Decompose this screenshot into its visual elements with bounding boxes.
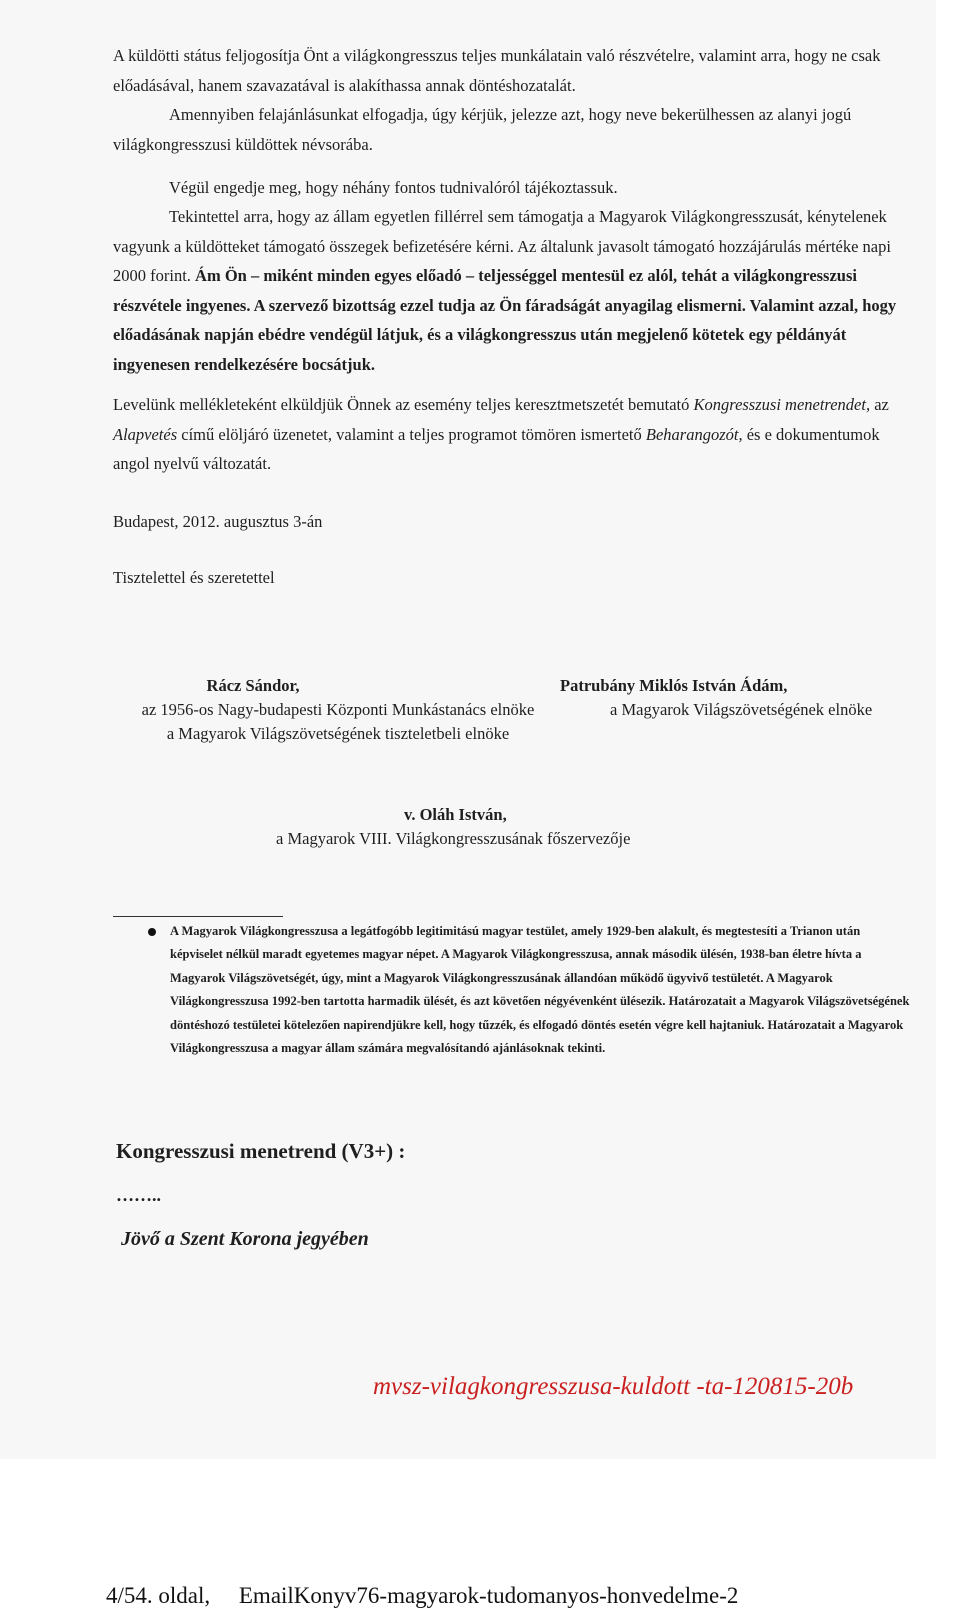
paragraph-funding xyxy=(113,202,903,379)
signature-center xyxy=(276,803,696,851)
signature-left-title-1: az 1956-os Nagy-budapesti Központi Munkástanács elnöke xyxy=(141,700,535,719)
letter-date: Budapest, 2012. augusztus 3-án xyxy=(113,512,323,531)
document-id-stamp: mvsz-vilagkongresszusa-kuldott -ta-120815-20b xyxy=(373,1373,854,1400)
paragraph-information: Végül engedje meg, hogy néhány fontos tudnivalóról tájékoztassuk. xyxy=(169,178,618,197)
program-heading: Kongresszusi menetrend (V3+) : xyxy=(116,1139,406,1163)
attachment-beharangozo: Beharangozót, xyxy=(645,424,743,444)
footnote: A Magyarok Világkongresszusa a legátfogóbb legitimitású magyar testület, amely 1929-ben alakult, és megtestesíti a Trianon után képviselet nélkül maradt egyetemes magyar népet. A Magyarok Világkongresszusa, annak második ülésén, 1938-ban életre hívta a Magyarok Világszövetségét, úgy, mint a Magyarok Világkongresszusának állandóan működő ügyvivő testületét. A Magyarok Világkongresszusa 1992-ben tartotta harmadik ülését, és azt követően négyévenként ülésezik. Határozatait a Magyarok Világszövetségének döntéshozó testületei kötelezően napirendjükre kell, hogy tűzzék, és elfogadó döntés esetén végre kell hajtaniuk. Határozatait a Magyarok Világkongresszusa a magyar állam számára megvalósítandó ajánlásoknak tekinti. xyxy=(170,924,910,1056)
attachments-text-2: az xyxy=(874,395,889,414)
footnote-divider xyxy=(113,916,283,917)
signature-left-title-2: a Magyarok Világszövetségének tiszteletbeli elnöke xyxy=(166,724,510,743)
program-subtitle: Jövő a Szent Korona jegyében xyxy=(121,1228,369,1250)
paragraph-attachments xyxy=(113,390,903,479)
signature-left xyxy=(113,674,563,746)
program-ellipsis: …….. xyxy=(116,1185,161,1205)
funding-exemption-text: Ám Ön – miként minden egyes előadó – teljességgel mentesül ez alól, tehát a világkongresszusi részvétele ingyenes. A szervező bizottság ezzel tudja az Ön fáradságát anyagilag elismerni. Valamint azzal, hogy előadásának napján ebédre vendégül látjuk, és a világkongresszus után megjelenő kötetek egy példányát ingyenesen rendelkezésére bocsátjuk. xyxy=(113,266,897,374)
page-footer: 4/54. oldal, EmailKonyv76-magyarok-tudomanyos-honvedelme-2 xyxy=(106,1583,739,1608)
letter-closing: Tisztelettel és szeretettel xyxy=(113,568,275,587)
paragraph-delegate-status: A küldötti státus feljogosítja Önt a világkongresszus teljes munkálatain való részvételre, valamint arra, hogy ne csak előadásával, hanem szavazatával is alakíthassa annak döntéshozatalát. xyxy=(113,46,881,95)
signature-right-name: Patrubány Miklós István Ádám, xyxy=(560,676,788,695)
attachments-text-4: és e dokumentumok angol nyelvű változatát. xyxy=(113,424,880,473)
attachment-menetrend: Kongresszusi menetrendet, xyxy=(693,395,871,414)
signature-center-name: v. Oláh István, xyxy=(404,805,507,824)
signature-right-title: a Magyarok Világszövetségének elnöke xyxy=(610,700,873,719)
paragraph-acceptance: Amennyiben felajánlásunkat elfogadja, úgy kérjük, jelezze azt, hogy neve bekerülhessen az alanyi jogú világkongresszusi küldöttek névsorába. xyxy=(113,105,852,154)
bullet-icon xyxy=(148,928,156,936)
attachments-text-3: című elöljáró üzenetet, valamint a teljes programot tömören ismertető xyxy=(181,424,642,444)
attachments-text: Levelünk mellékleteként elküldjük Önnek az esemény teljes keresztmetszetét bemutató xyxy=(113,395,690,414)
signature-right xyxy=(560,674,900,722)
signature-center-title: a Magyarok VIII. Világkongresszusának főszervezője xyxy=(276,829,631,848)
attachment-alapvetes: Alapvetés xyxy=(113,424,178,444)
funding-text: Tekintettel arra, hogy az állam egyetlen fillérrel sem támogatja a Magyarok Világkongresszusát, kénytelenek vagyunk a küldötteket támogató összegek befizetésére kérni. Az általunk javasolt támogató hozzájárulás mértéke napi 2000 forint. xyxy=(113,207,891,285)
signature-left-name: Rácz Sándor, xyxy=(206,676,300,695)
